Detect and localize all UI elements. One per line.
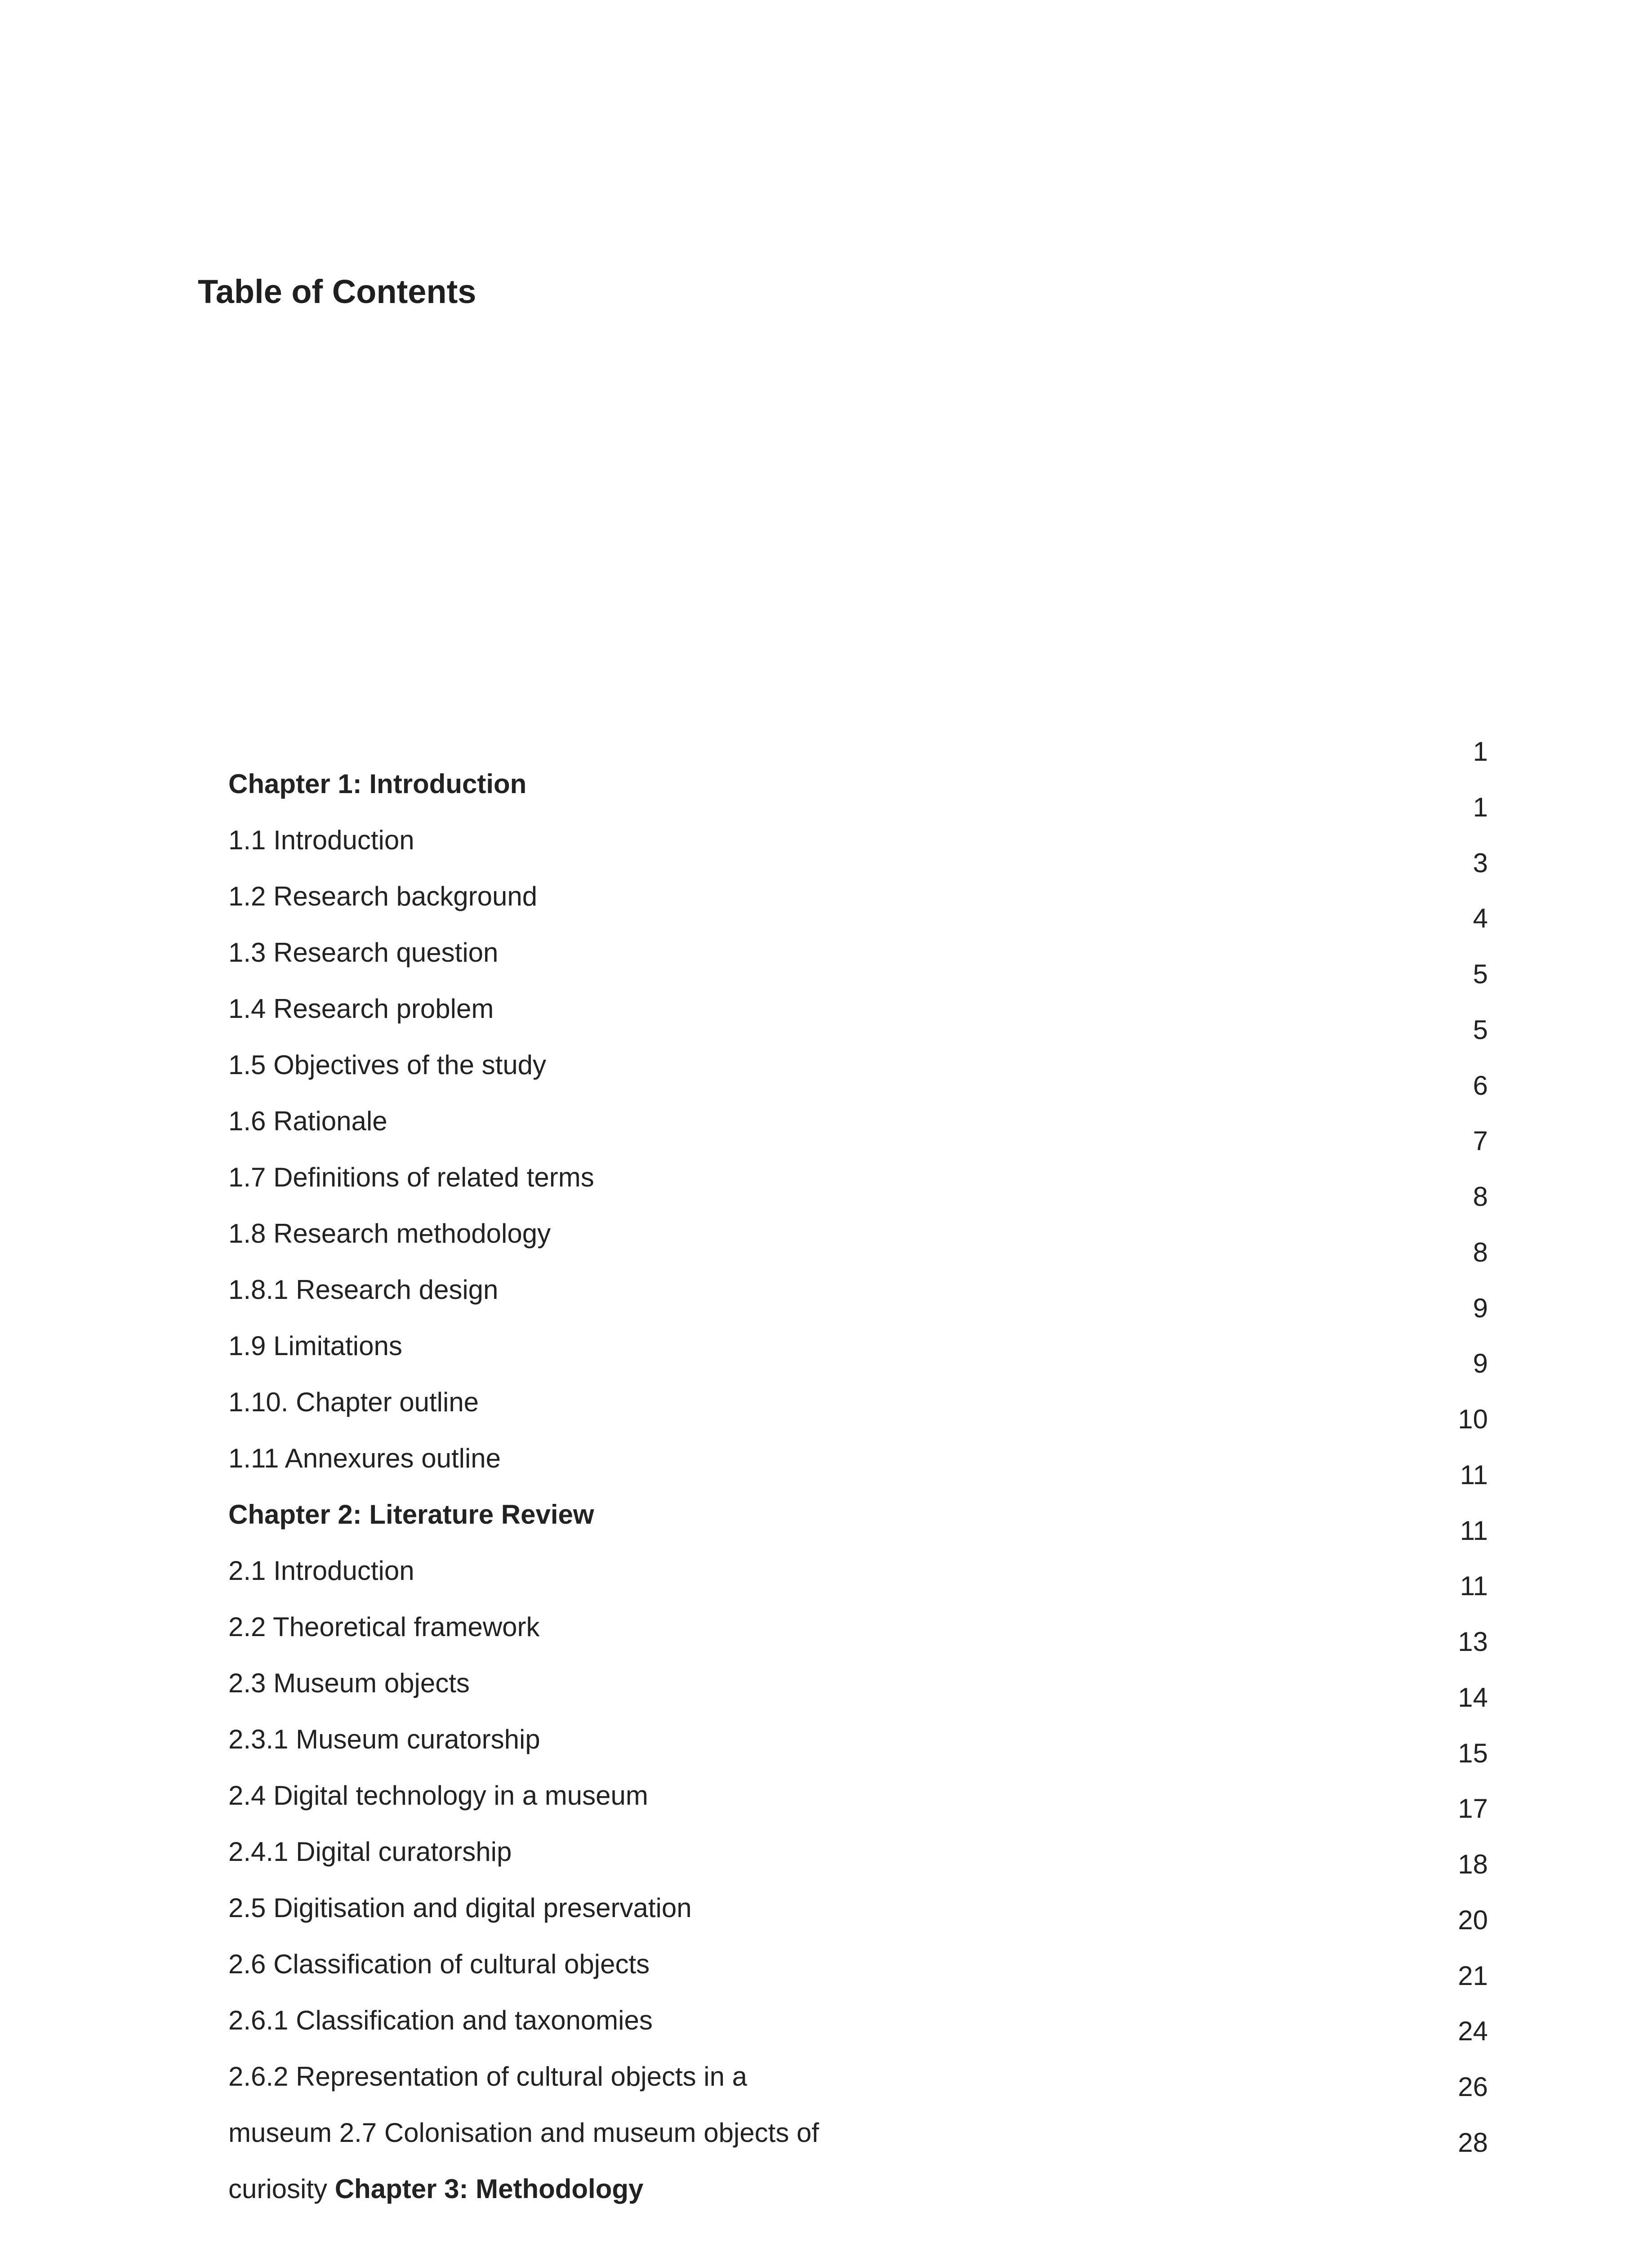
toc-entry-text: 1.6 Rationale [228,1106,387,1136]
toc-chapter-heading: Chapter 1: Introduction [228,769,527,799]
toc-page-number: 20 [1458,1905,1488,1935]
toc-entry-line [228,1445,1082,1501]
toc-entry-line [228,827,1082,883]
toc-page-number: 14 [1458,1682,1488,1713]
toc-entry-text: 2.5 Digitisation and digital preservation [228,1893,692,1923]
toc-entry-text: 2.1 Introduction [228,1556,414,1586]
toc-entry-line [228,1838,1082,1895]
toc-entry-text: 2.3 Museum objects [228,1668,470,1698]
toc-entry-text: 2.4.1 Digital curatorship [228,1837,512,1867]
toc-entry-text: 2.6.2 Representation of cultural objects in a [228,2061,748,2092]
toc-page-number: 21 [1458,1960,1488,1991]
toc-entry-text: 1.8 Research methodology [228,1218,551,1249]
toc-entry-line [228,1108,1082,1164]
toc-page-number: 26 [1458,2072,1488,2102]
toc-page-number: 4 [1473,903,1488,934]
toc-page-number: 8 [1473,1182,1488,1212]
toc-page-number: 5 [1473,959,1488,989]
toc-page-number: 15 [1458,1738,1488,1768]
toc-entry-line [228,1220,1082,1276]
toc-entry-text: 1.3 Research question [228,937,499,968]
toc-page-number: 5 [1473,1014,1488,1045]
toc-entry-text: 1.5 Objectives of the study [228,1050,547,1080]
toc-entry-line [228,1276,1082,1333]
toc-entry-text: 1.10. Chapter outline [228,1387,479,1417]
toc-entry-line [228,1614,1082,1670]
toc-entry-line [228,1501,1082,1557]
toc-entry-text: 1.11 Annexures outline [228,1443,501,1473]
toc-entry-line [228,1052,1082,1108]
toc-entry-text: museum 2.7 Colonisation and museum objects of [228,2118,819,2148]
toc-entry-line [228,2063,1082,2119]
toc-entry-line [228,939,1082,995]
toc-entry-text: 2.2 Theoretical framework [228,1612,540,1642]
toc-entry-text: 1.7 Definitions of related terms [228,1162,594,1192]
toc-entry-text: 2.6.1 Classification and taxonomies [228,2005,653,2035]
toc-page-number: 17 [1458,1793,1488,1824]
toc-entry-line [228,1164,1082,1220]
toc-entry-line [228,1782,1082,1838]
toc-entry-text: 2.4 Digital technology in a museum [228,1780,648,1811]
toc-entry-line [228,995,1082,1052]
toc-page-number: 8 [1473,1237,1488,1267]
toc-page-number: 11 [1460,1571,1488,1601]
toc-entry-text: curiosity [228,2174,335,2204]
toc-entry-text: 2.6 Classification of cultural objects [228,1949,650,1979]
toc-entry-line [228,1333,1082,1389]
toc-entries-column [228,771,1082,2232]
toc-chapter-heading: Chapter 2: Literature Review [228,1499,594,1530]
toc-page-number: 28 [1458,2127,1488,2158]
toc-page-number: 9 [1473,1293,1488,1323]
toc-entry-line [228,1557,1082,1614]
toc-entry-text: 1.8.1 Research design [228,1275,499,1305]
toc-entry-line [228,1951,1082,2007]
toc-page-numbers-column [1429,738,1488,2185]
toc-chapter-heading: Chapter 3: Methodology [334,2174,644,2204]
toc-entry-line [228,2119,1082,2176]
toc-page-number: 3 [1473,847,1488,878]
toc-entry-line [228,1670,1082,1726]
toc-page-number: 7 [1473,1126,1488,1156]
toc-entry-line [228,2007,1082,2063]
page-title: Table of Contents [198,273,476,310]
toc-entry-line [228,2176,1082,2232]
toc-entry-text: 1.1 Introduction [228,825,414,855]
toc-entry-text: 2.3.1 Museum curatorship [228,1724,540,1754]
toc-page-number: 1 [1473,736,1488,767]
toc-entry-line [228,771,1082,827]
toc-page-number: 1 [1473,792,1488,822]
toc-page-number: 13 [1458,1627,1488,1657]
toc-page-number: 18 [1458,1849,1488,1879]
toc-page-number: 11 [1460,1459,1488,1490]
toc-entry-text: 1.9 Limitations [228,1331,402,1361]
toc-entry-line [228,1726,1082,1782]
toc-page-number: 11 [1460,1515,1488,1546]
toc-entry-line [228,1895,1082,1951]
toc-entry-line [228,1389,1082,1445]
toc-entry-line [228,883,1082,939]
toc-page-number: 6 [1473,1070,1488,1101]
toc-page-number: 24 [1458,2016,1488,2047]
toc-page-number: 10 [1458,1404,1488,1434]
toc-entry-text: 1.4 Research problem [228,994,494,1024]
toc-page-number: 9 [1473,1348,1488,1379]
toc-entry-text: 1.2 Research background [228,881,538,911]
